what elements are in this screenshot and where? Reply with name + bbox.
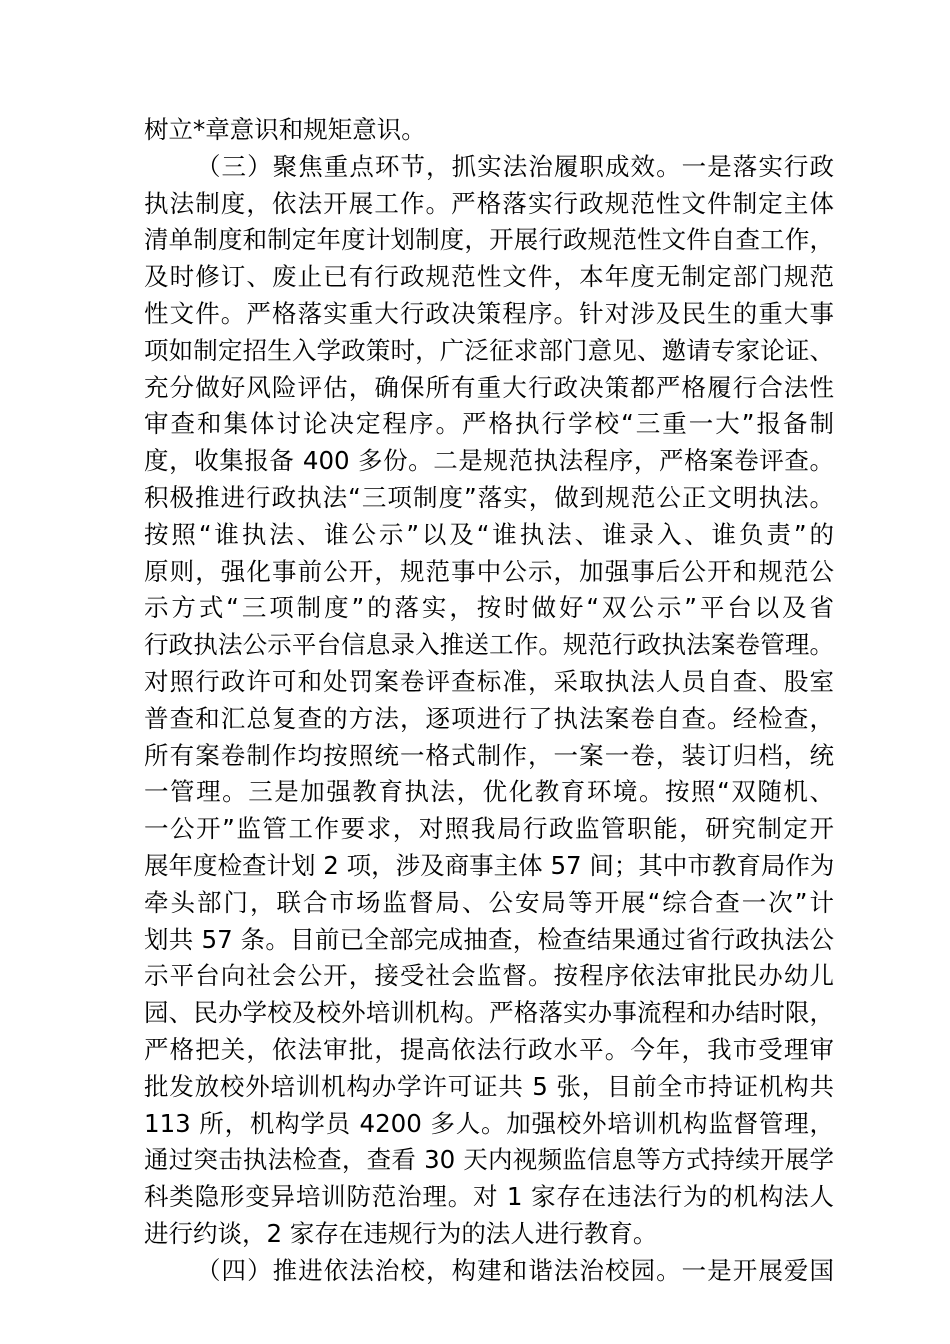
paragraph-line: 园、民办学校及校外培训机构。严格落实办事流程和办结时限， <box>144 998 834 1028</box>
paragraph-line: 清单制度和制定年度计划制度，开展行政规范性文件自查工作， <box>144 225 834 255</box>
paragraph-line: 原则，强化事前公开，规范事中公示，加强事后公开和规范公 <box>144 556 834 586</box>
paragraph-line: 执法制度，依法开展工作。严格落实行政规范性文件制定主体 <box>144 188 834 218</box>
paragraph-line: 树立*章意识和规矩意识。 <box>144 115 426 144</box>
paragraph-line: 积极推进行政执法“三项制度”落实，做到规范公正文明执法。 <box>144 482 834 512</box>
paragraph-line: 113 所，机构学员 4200 多人。加强校外培训机构监督管理， <box>144 1108 834 1138</box>
paragraph-line: 批发放校外培训机构办学许可证共 5 张，目前全市持证机构共 <box>144 1071 834 1101</box>
paragraph-line: 一管理。三是加强教育执法，优化教育环境。按照“双随机、 <box>144 777 834 807</box>
paragraph-line: 项如制定招生入学政策时，广泛征求部门意见、邀请专家论证、 <box>144 335 834 365</box>
paragraph-line: 度，收集报备 400 多份。二是规范执法程序，严格案卷评查。 <box>144 446 834 476</box>
paragraph-line: 行政执法公示平台信息录入推送工作。规范行政执法案卷管理。 <box>144 630 834 660</box>
paragraph-line: 示平台向社会公开，接受社会监督。按程序依法审批民办幼儿 <box>144 961 834 991</box>
paragraph-line: 对照行政许可和处罚案卷评查标准，采取执法人员自查、股室 <box>144 666 834 696</box>
paragraph-line: 划共 57 条。目前已全部完成抽查，检查结果通过省行政执法公 <box>144 924 834 954</box>
paragraph-line: （四）推进依法治校，构建和谐法治校园。一是开展爱国 <box>196 1255 834 1285</box>
paragraph-line: 性文件。严格落实重大行政决策程序。针对涉及民生的重大事 <box>144 298 834 328</box>
paragraph-line: 牵头部门，联合市场监督局、公安局等开展“综合查一次”计 <box>144 887 834 917</box>
paragraph-line: 进行约谈，2 家存在违规行为的法人进行教育。 <box>144 1218 658 1248</box>
document-body <box>144 112 834 1290</box>
paragraph-line: 示方式“三项制度”的落实，按时做好“双公示”平台以及省 <box>144 593 834 623</box>
paragraph-line: 充分做好风险评估，确保所有重大行政决策都严格履行合法性 <box>144 372 834 402</box>
paragraph-line: 按照“谁执法、谁公示”以及“谁执法、谁录入、谁负责”的 <box>144 519 834 549</box>
paragraph-line: 审查和集体讨论决定程序。严格执行学校“三重一大”报备制 <box>144 409 834 439</box>
paragraph-line: 展年度检查计划 2 项，涉及商事主体 57 间；其中市教育局作为 <box>144 850 835 880</box>
paragraph-line: 普查和汇总复查的方法，逐项进行了执法案卷自查。经检查， <box>144 703 834 733</box>
paragraph-line: 通过突击执法检查，查看 30 天内视频监信息等方式持续开展学 <box>144 1145 834 1175</box>
paragraph-line: 及时修订、废止已有行政规范性文件，本年度无制定部门规范 <box>144 262 834 292</box>
paragraph-line: 严格把关，依法审批，提高依法行政水平。今年，我市受理审 <box>144 1034 834 1064</box>
paragraph-line: （三）聚焦重点环节，抓实法治履职成效。一是落实行政 <box>196 151 834 181</box>
paragraph-line: 所有案卷制作均按照统一格式制作，一案一卷，装订归档，统 <box>144 740 834 770</box>
paragraph-line: 一公开”监管工作要求，对照我局行政监管职能，研究制定开 <box>144 814 834 844</box>
paragraph-line: 科类隐形变异培训防范治理。对 1 家存在违法行为的机构法人 <box>144 1182 834 1212</box>
